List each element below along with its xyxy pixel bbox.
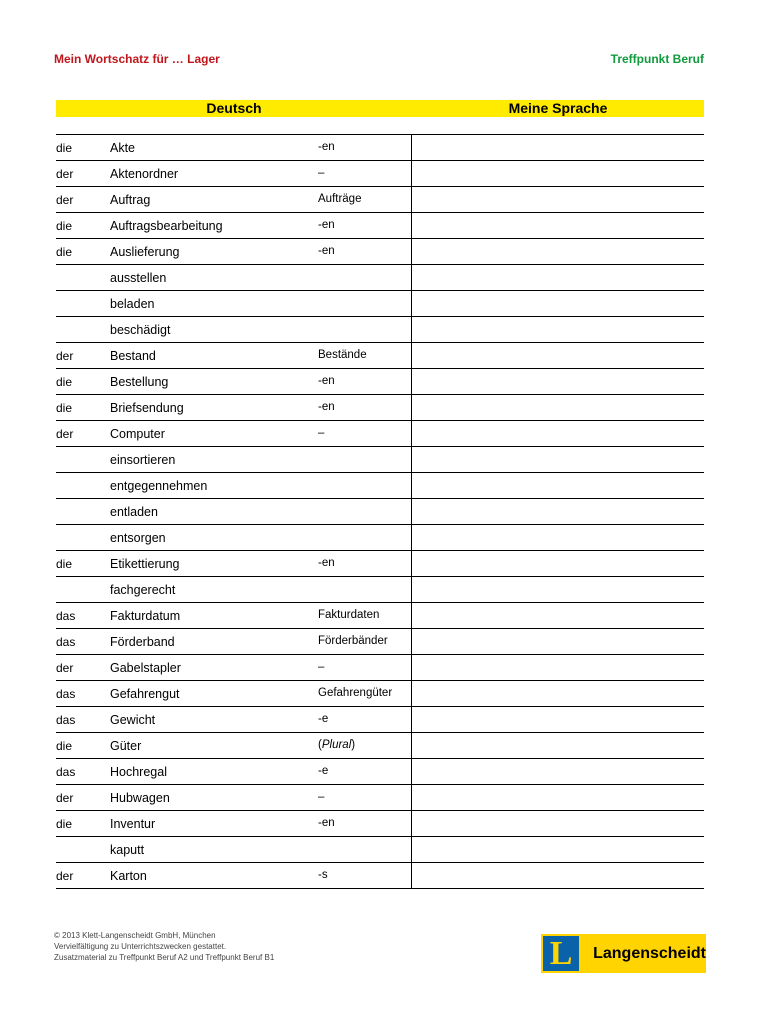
- table-row: [56, 369, 704, 395]
- plural: -s: [318, 869, 328, 881]
- meine-sprache-cell[interactable]: [412, 291, 704, 316]
- meine-sprache-cell[interactable]: [412, 603, 704, 628]
- article: der: [56, 167, 74, 181]
- table-row: [56, 499, 704, 525]
- word: fachgerecht: [110, 583, 176, 597]
- meine-sprache-cell[interactable]: [412, 499, 704, 524]
- plural: Bestände: [318, 349, 367, 361]
- word: Hochregal: [110, 765, 167, 779]
- article: der: [56, 661, 74, 675]
- column-header-deutsch: Deutsch: [206, 100, 262, 116]
- article: die: [56, 245, 73, 259]
- meine-sprache-cell[interactable]: [412, 213, 704, 238]
- meine-sprache-cell[interactable]: [412, 733, 704, 758]
- plural: Förderbänder: [318, 635, 388, 647]
- footer: [54, 930, 274, 963]
- table-row: [56, 161, 704, 187]
- table-row: [56, 759, 704, 785]
- table-row: [56, 135, 704, 161]
- article: die: [56, 557, 73, 571]
- column-header-meine-sprache: Meine Sprache: [508, 100, 608, 116]
- meine-sprache-cell[interactable]: [412, 785, 704, 810]
- word: Gabelstapler: [110, 661, 181, 675]
- word: Fakturdatum: [110, 609, 181, 623]
- word: Auslieferung: [110, 245, 180, 259]
- table-row: [56, 473, 704, 499]
- plural: -en: [318, 375, 335, 387]
- meine-sprache-cell[interactable]: [412, 525, 704, 550]
- meine-sprache-cell[interactable]: [412, 369, 704, 394]
- word: Gefahrengut: [110, 687, 180, 701]
- article: der: [56, 869, 74, 883]
- table-row: [56, 265, 704, 291]
- logo-name: Langenscheidt: [593, 944, 706, 962]
- column-header-band: [56, 100, 704, 117]
- word: entladen: [110, 505, 158, 519]
- meine-sprache-cell[interactable]: [412, 161, 704, 186]
- word: Gewicht: [110, 713, 156, 727]
- table-row: [56, 655, 704, 681]
- vocabulary-table: [56, 134, 704, 889]
- table-row: [56, 733, 704, 759]
- word: ausstellen: [110, 271, 167, 285]
- meine-sprache-cell[interactable]: [412, 863, 704, 888]
- article: die: [56, 141, 73, 155]
- table-row: [56, 213, 704, 239]
- meine-sprache-cell[interactable]: [412, 447, 704, 472]
- logo-letter: L: [549, 934, 573, 972]
- plural: –: [318, 791, 325, 803]
- article: der: [56, 349, 74, 363]
- table-row: [56, 525, 704, 551]
- table-row: [56, 681, 704, 707]
- word: Bestellung: [110, 375, 169, 389]
- meine-sprache-cell[interactable]: [412, 135, 704, 160]
- meine-sprache-cell[interactable]: [412, 629, 704, 654]
- meine-sprache-cell[interactable]: [412, 473, 704, 498]
- footer-permission: Vervielfältigung zu Unterrichtszwecken gestattet.: [54, 942, 227, 951]
- meine-sprache-cell[interactable]: [412, 681, 704, 706]
- table-row: [56, 629, 704, 655]
- meine-sprache-cell[interactable]: [412, 811, 704, 836]
- meine-sprache-cell[interactable]: [412, 265, 704, 290]
- meine-sprache-cell[interactable]: [412, 707, 704, 732]
- meine-sprache-cell[interactable]: [412, 655, 704, 680]
- plural: -en: [318, 245, 335, 257]
- table-row: [56, 421, 704, 447]
- page-title: Mein Wortschatz für … Lager: [54, 52, 220, 66]
- table-row: [56, 603, 704, 629]
- meine-sprache-cell[interactable]: [412, 239, 704, 264]
- word: Güter: [110, 739, 142, 753]
- plural: (Plural): [318, 739, 356, 751]
- word: Etikettierung: [110, 557, 180, 571]
- plural: -e: [318, 765, 329, 777]
- article: der: [56, 791, 74, 805]
- article: die: [56, 219, 73, 233]
- word: entsorgen: [110, 531, 166, 545]
- word: Akte: [110, 141, 136, 155]
- article: das: [56, 765, 76, 779]
- word: Hubwagen: [110, 791, 170, 805]
- plural: Gefahrengüter: [318, 687, 393, 699]
- plural: Fakturdaten: [318, 609, 380, 621]
- footer-copyright: © 2013 Klett-Langenscheidt GmbH, München: [54, 931, 216, 940]
- word: Auftrag: [110, 193, 151, 207]
- langenscheidt-logo: [541, 934, 706, 973]
- plural: -en: [318, 401, 335, 413]
- meine-sprache-cell[interactable]: [412, 837, 704, 862]
- word: Inventur: [110, 817, 156, 831]
- article: der: [56, 427, 74, 441]
- table-row: [56, 811, 704, 837]
- word: kaputt: [110, 843, 145, 857]
- table-row: [56, 239, 704, 265]
- table-row: [56, 785, 704, 811]
- plural: Aufträge: [318, 193, 362, 205]
- article: das: [56, 609, 76, 623]
- article: das: [56, 635, 76, 649]
- article: die: [56, 375, 73, 389]
- meine-sprache-cell[interactable]: [412, 187, 704, 212]
- table-row: [56, 577, 704, 603]
- article: die: [56, 739, 73, 753]
- plural: -en: [318, 141, 335, 153]
- plural: -en: [318, 219, 335, 231]
- footer-material-note: Zusatzmaterial zu Treffpunkt Beruf A2 und Treffpunkt Beruf B1: [54, 953, 275, 962]
- meine-sprache-cell[interactable]: [412, 577, 704, 602]
- word: Karton: [110, 869, 147, 883]
- table-row: [56, 395, 704, 421]
- brand-title: Treffpunkt Beruf: [610, 52, 704, 66]
- plural: -en: [318, 817, 335, 829]
- table-row: [56, 447, 704, 473]
- table-row: [56, 707, 704, 733]
- table-row: [56, 837, 704, 863]
- meine-sprache-cell[interactable]: [412, 421, 704, 446]
- plural: -e: [318, 713, 329, 725]
- plural: –: [318, 167, 325, 179]
- word: beladen: [110, 297, 155, 311]
- table-row: [56, 187, 704, 213]
- meine-sprache-cell[interactable]: [412, 551, 704, 576]
- article: die: [56, 817, 73, 831]
- table-row: [56, 551, 704, 577]
- plural: -en: [318, 557, 335, 569]
- meine-sprache-cell[interactable]: [412, 759, 704, 784]
- plural: –: [318, 661, 325, 673]
- word: Bestand: [110, 349, 156, 363]
- word: Computer: [110, 427, 165, 441]
- word: Förderband: [110, 635, 175, 649]
- table-row: [56, 863, 704, 889]
- table-row: [56, 291, 704, 317]
- table-row: [56, 343, 704, 369]
- meine-sprache-cell[interactable]: [412, 343, 704, 368]
- word: Auftragsbearbeitung: [110, 219, 223, 233]
- word: Briefsendung: [110, 401, 184, 415]
- article: das: [56, 687, 76, 701]
- word: beschädigt: [110, 323, 171, 337]
- word: einsortieren: [110, 453, 176, 467]
- article: das: [56, 713, 76, 727]
- article: der: [56, 193, 74, 207]
- plural: –: [318, 427, 325, 439]
- word: Aktenordner: [110, 167, 179, 181]
- logo-mark-icon: [543, 936, 579, 971]
- meine-sprache-cell[interactable]: [412, 395, 704, 420]
- word: entgegennehmen: [110, 479, 208, 493]
- article: die: [56, 401, 73, 415]
- meine-sprache-cell[interactable]: [412, 317, 704, 342]
- table-row: [56, 317, 704, 343]
